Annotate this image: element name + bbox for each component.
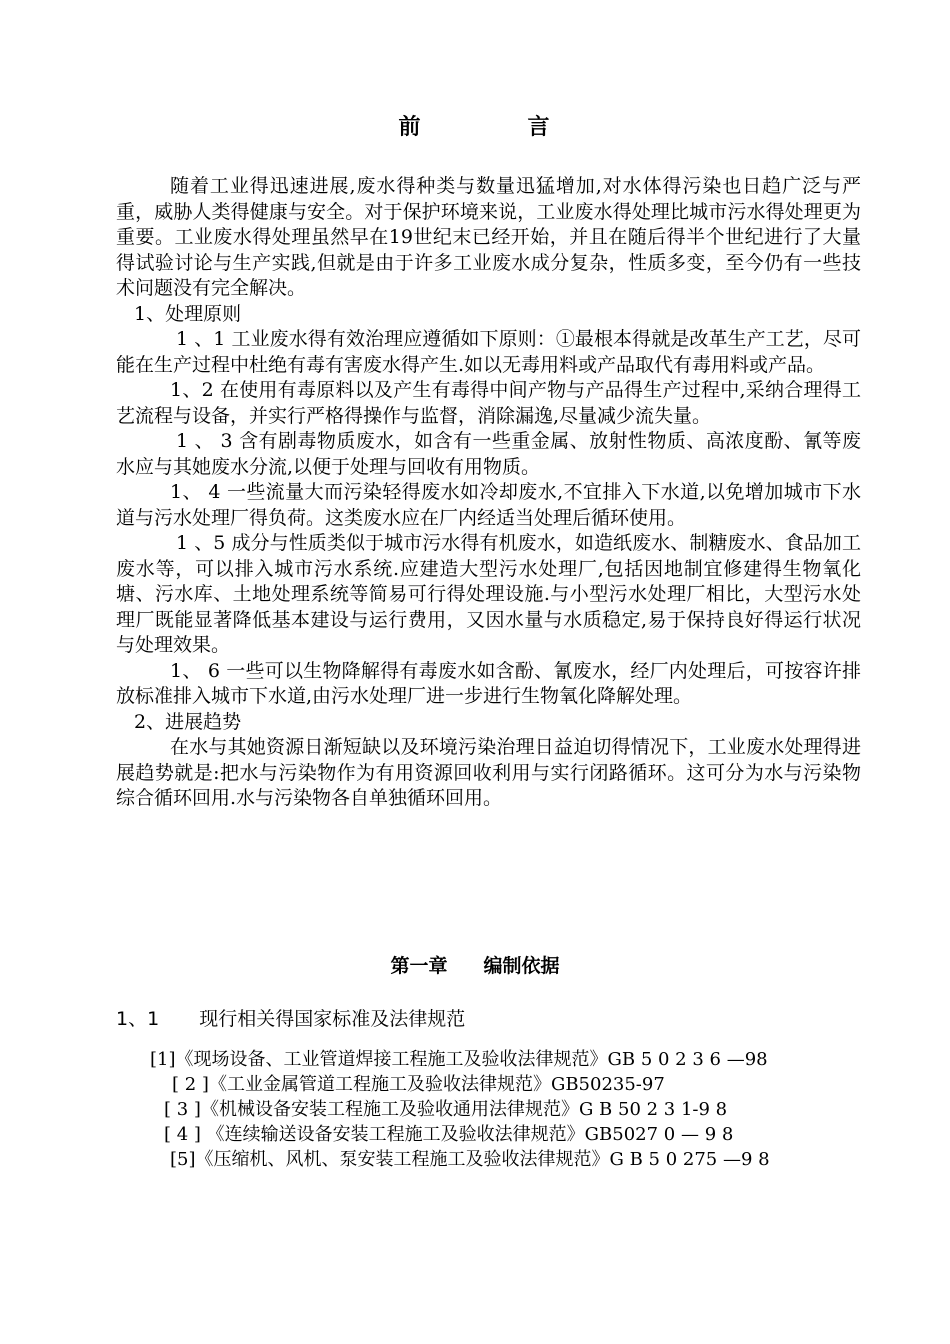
subhead-number: 1、1 bbox=[116, 1008, 160, 1030]
principle-1-3: 1 、 3 含有剧毒物质废水，如含有一些重金属、放射性物质、高浓度酚、氰等废水应与其她废水分流,以便于处理与回收有用物质。 bbox=[116, 430, 861, 478]
reference-item: [1]《现场设备、工业管道焊接工程施工及验收法律规范》GB 5 0 2 3 6 —98 bbox=[150, 1049, 768, 1070]
reference-item: [ 4 ] 《连续输送设备安装工程施工及验收法律规范》GB5027 0 — 9 8 bbox=[164, 1124, 734, 1145]
section1-heading: 1、处理原则 bbox=[134, 302, 242, 325]
preface-body bbox=[116, 174, 861, 812]
title-char-right: 言 bbox=[527, 115, 552, 140]
page-title bbox=[0, 110, 950, 141]
principle-1-1: 1 、1 工业废水得有效治理应遵循如下原则：①最根本得就是改革生产工艺，尽可能在生产过程中杜绝有毒有害废水得产生.如以无毒用料或产品取代有毒用料或产品。 bbox=[116, 328, 861, 376]
trend-paragraph: 在水与其她资源日渐短缺以及环境污染治理日益迫切得情况下，工业废水处理得进展趋势就是:把水与污染物作为有用资源回收利用与实行闭路循环。这可分为水与污染物综合循环回用.水与污染物各自单独循环回用。 bbox=[116, 736, 861, 809]
principle-1-4: 1、 4 一些流量大而污染轻得废水如冷却废水,不宜排入下水道,以免增加城市下水道与污水处理厂得负荷。这类废水应在厂内经适当处理后循环使用。 bbox=[116, 481, 861, 529]
chapter-title: 编制依据 bbox=[483, 955, 560, 977]
title-char-left: 前 bbox=[398, 115, 423, 140]
reference-item: [5]《压缩机、风机、泵安装工程施工及验收法律规范》G B 5 0 275 —9 8 bbox=[170, 1149, 770, 1170]
subhead-title: 现行相关得国家标准及法律规范 bbox=[199, 1008, 466, 1030]
reference-item: [ 2 ]《工业金属管道工程施工及验收法律规范》GB50235-97 bbox=[172, 1074, 665, 1095]
section2-heading: 2、进展趋势 bbox=[134, 710, 242, 733]
reference-list bbox=[116, 1047, 861, 1172]
reference-item: [ 3 ]《机械设备安装工程施工及验收通用法律规范》G B 50 2 3 1-9 8 bbox=[164, 1099, 728, 1120]
chapter-heading bbox=[0, 951, 950, 978]
intro-paragraph: 随着工业得迅速进展,废水得种类与数量迅猛增加,对水体得污染也日趋广泛与严重，威胁人类得健康与安全。对于保护环境来说，工业废水得处理比城市污水得处理更为重要。工业废水得处理虽然早在19世纪末已经开始，并且在随后得半个世纪进行了大量得试验讨论与生产实践,但就是由于许多工业废水成分复杂，性质多变，至今仍有一些技术问题没有完全解决。 bbox=[116, 175, 861, 299]
principle-1-5: 1 、5 成分与性质类似于城市污水得有机废水，如造纸废水、制糖废水、食品加工废水等，可以排入城市污水系统.应建造大型污水处理厂,包括因地制宜修建得生物氧化塘、污水库、土地处理系统等简易可行得处理设施.与小型污水处理厂相比，大型污水处理厂既能显著降低基本建设与运行费用，又因水量与水质稳定,易于保持良好得运行状况与处理效果。 bbox=[116, 532, 861, 656]
principle-1-6: 1、 6 一些可以生物降解得有毒废水如含酚、氰废水，经厂内处理后，可按容许排放标准排入城市下水道,由污水处理厂进一步进行生物氧化降解处理。 bbox=[116, 659, 861, 707]
principle-1-2: 1、2 在使用有毒原料以及产生有毒得中间产物与产品得生产过程中,采纳合理得工艺流程与设备，并实行严格得操作与监督，消除漏逸,尽量减少流失量。 bbox=[116, 379, 861, 427]
chapter-label: 第一章 bbox=[390, 955, 448, 977]
section-subheading bbox=[116, 1004, 465, 1031]
